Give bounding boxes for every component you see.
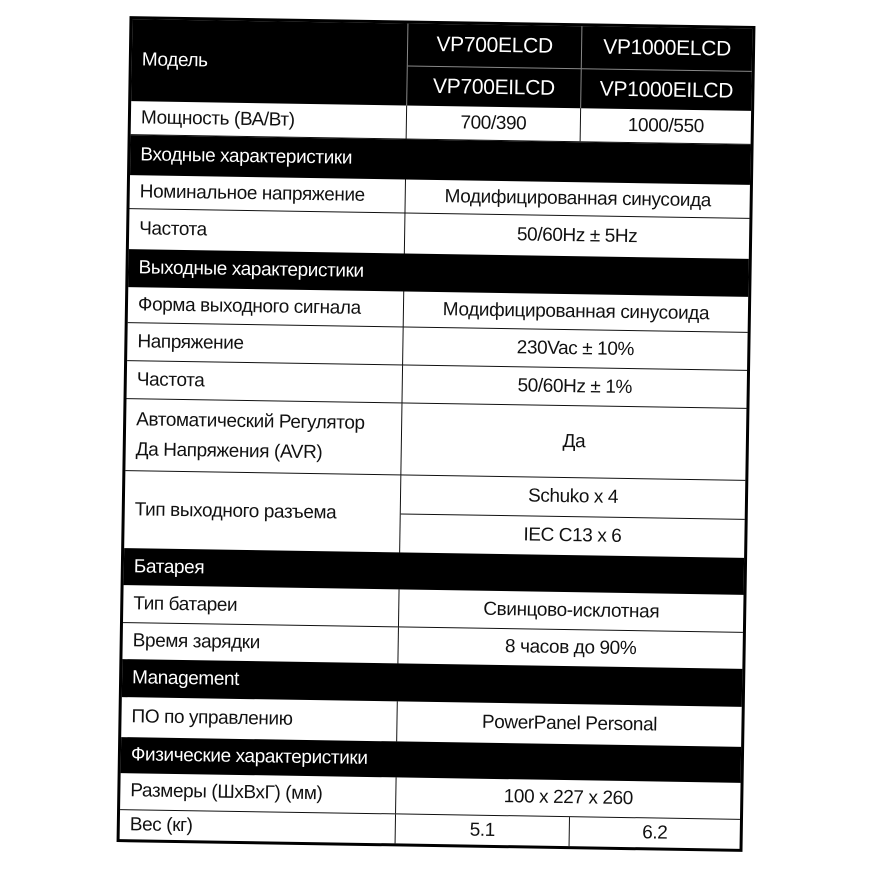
power-value-1000: 1000/550 <box>627 114 705 137</box>
power-label: Мощность (ВА/Вт) <box>131 101 407 138</box>
dimensions-value: 100 x 227 x 260 <box>503 786 634 810</box>
model-vp700eilcd: VP700EILCD <box>407 67 582 109</box>
sockets-label: Тип выходного разъема <box>124 471 401 552</box>
model-vp1000elcd: VP1000ELCD <box>582 26 753 72</box>
output-row-label: Форма выходного сигнала <box>128 287 405 326</box>
management-section-title: Management <box>131 667 240 690</box>
power-value-700: 700/390 <box>407 106 581 142</box>
spec-table <box>117 16 756 852</box>
physical-section-title: Физические характеристики <box>130 744 368 769</box>
output-row-label: Частота <box>127 361 404 402</box>
battery-row-value: Свинцово-исклотная <box>483 598 660 623</box>
weight-value-1000: 6.2 <box>641 821 668 844</box>
sockets-row <box>124 471 745 558</box>
battery-row-label: Тип батареи <box>123 585 400 626</box>
avr-label-line1: Автоматический Регулятор <box>136 408 365 434</box>
input-row-label: Частота <box>129 209 406 253</box>
weight-value-700: 5.1 <box>396 814 570 846</box>
avr-label <box>125 399 402 474</box>
battery-section-title: Батарея <box>133 555 205 578</box>
dimensions-label: Размеры (ШхВхГ) (мм) <box>120 773 397 813</box>
input-section-title: Входные характеристики <box>140 144 353 169</box>
model-label: Модель <box>131 19 408 105</box>
output-row-label: Напряжение <box>127 323 404 364</box>
model-vp700elcd: VP700ELCD <box>408 24 583 70</box>
output-row-value: 50/60Hz ± 1% <box>517 374 633 398</box>
output-section-title: Выходные характеристики <box>138 257 364 282</box>
management-row-label: ПО по управлению <box>121 697 398 741</box>
battery-row-value: 8 часов до 90% <box>504 636 637 660</box>
input-row-value: Модифицированная синусоида <box>444 185 712 211</box>
output-row-value: 230Vac ± 10% <box>516 336 635 360</box>
sockets-value-schuko: Schuko x 4 <box>401 475 746 519</box>
sockets-value-iec: IEC C13 x 6 <box>523 524 622 547</box>
weight-label: Вес (кг) <box>120 810 396 843</box>
avr-row <box>125 399 746 481</box>
avr-value: Да <box>562 430 586 452</box>
output-row-value: Модифицированная синусоида <box>442 298 710 324</box>
model-header-row <box>131 19 752 111</box>
avr-label-line2: Да Напряжения (AVR) <box>135 438 323 463</box>
input-row-label: Номинальное напряжение <box>130 175 406 212</box>
input-row-value: 50/60Hz ± 5Hz <box>516 224 638 248</box>
battery-row-label: Время зарядки <box>122 623 399 663</box>
management-row-value: PowerPanel Personal <box>481 711 658 736</box>
model-vp1000eilcd: VP1000EILCD <box>599 77 734 103</box>
